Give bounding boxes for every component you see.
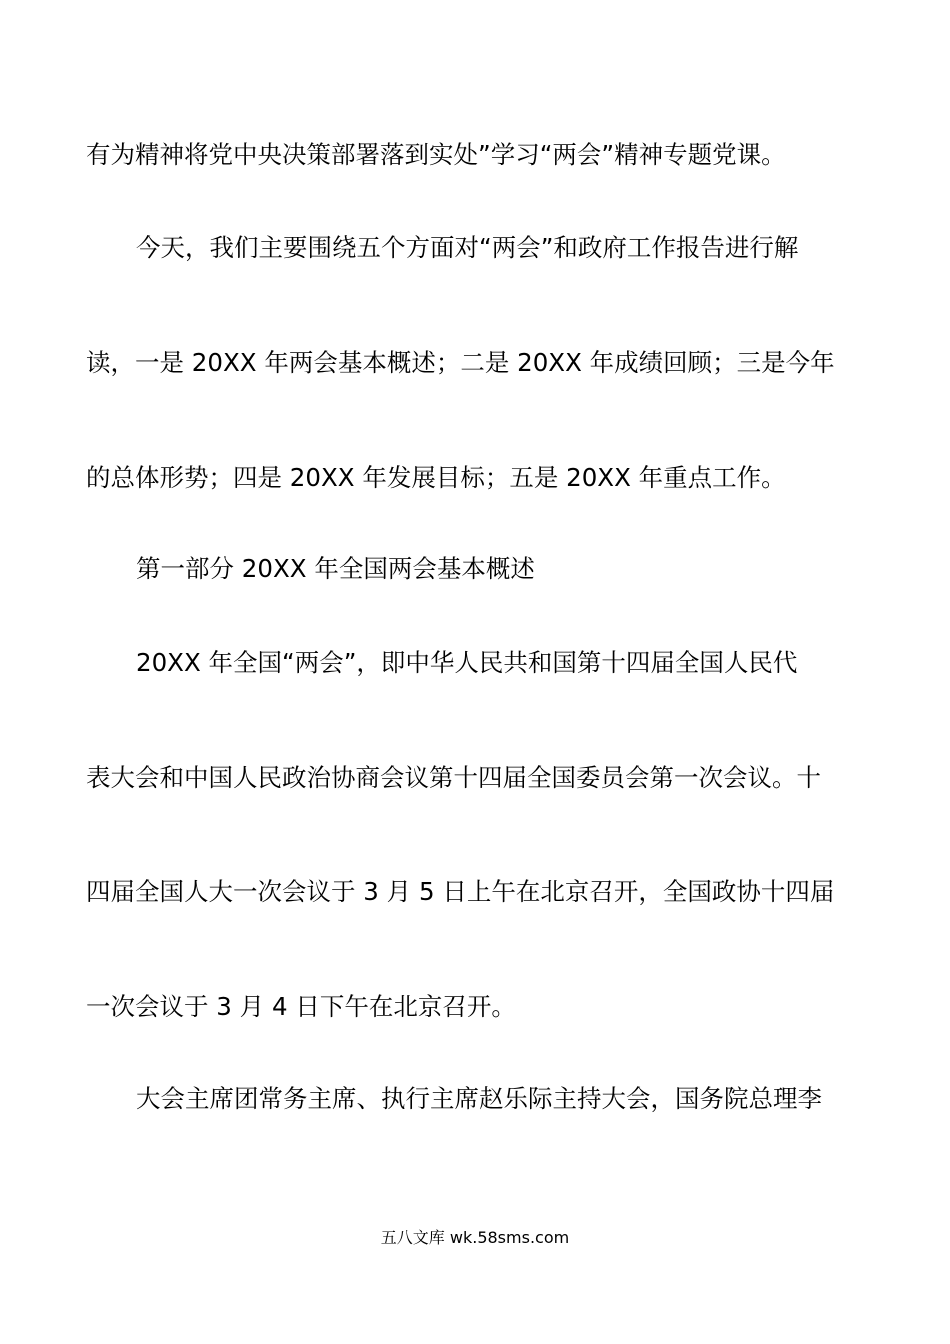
- text-line-7: 表大会和中国人民政治协商会议第十四届全国委员会第一次会议。十: [86, 763, 821, 792]
- page-footer: 五八文库 wk.58sms.com: [380, 1228, 570, 1247]
- text-line-10: 大会主席团常务主席、执行主席赵乐际主持大会，国务院总理李: [136, 1084, 822, 1113]
- text-line-8: 四届全国人大一次会议于 3 月 5 日上午在北京召开，全国政协十四届: [86, 877, 835, 906]
- text-line-6: 20XX 年全国“两会”，即中华人民共和国第十四届全国人民代: [136, 648, 798, 677]
- text-line-3: 读，一是 20XX 年两会基本概述；二是 20XX 年成绩回顾；三是今年: [86, 348, 835, 377]
- section-heading: 第一部分 20XX 年全国两会基本概述: [136, 554, 535, 583]
- text-line-4: 的总体形势；四是 20XX 年发展目标；五是 20XX 年重点工作。: [86, 463, 786, 492]
- text-line-1: 有为精神将党中央决策部署落到实处”学习“两会”精神专题党课。: [86, 140, 786, 169]
- text-line-2: 今天，我们主要围绕五个方面对“两会”和政府工作报告进行解: [136, 233, 799, 262]
- text-line-9: 一次会议于 3 月 4 日下午在北京召开。: [86, 992, 516, 1021]
